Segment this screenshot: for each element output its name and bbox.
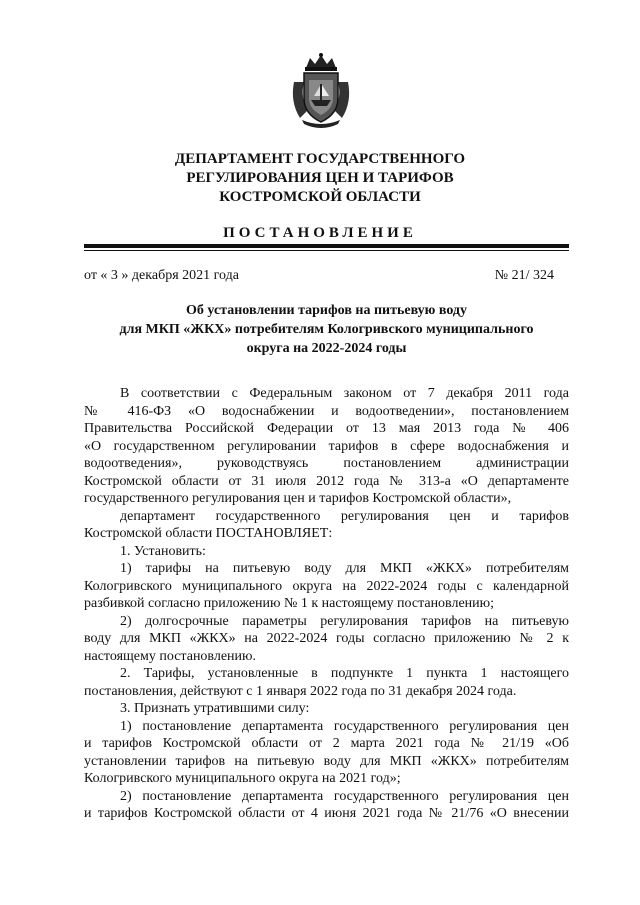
document-title xyxy=(84,301,569,358)
body-line: государственного регулирования цен и тарифов Костромской области», xyxy=(84,491,512,506)
body-line: Кологривского муниципального округа на 2021 год»; xyxy=(84,771,401,786)
body-line: 1. Установить: xyxy=(120,543,206,559)
body-line: 1) тарифы на питьевую воду для МКП «ЖКХ» потребителям xyxy=(120,561,569,576)
department-line: КОСТРОМСКОЙ ОБЛАСТИ xyxy=(219,189,421,205)
body-line: 2. Тарифы, установленные в подпункте 1 пункта 1 настоящего xyxy=(120,666,569,681)
title-line: Об установлении тарифов на питьевую воду xyxy=(186,303,467,318)
department-name xyxy=(100,150,540,207)
body-line: и тарифов Костромской области от 4 июня 2021 года № 21/76 «О внесении xyxy=(84,806,569,821)
body-line: Костромской области ПОСТАНОВЛЯЕТ: xyxy=(84,526,333,541)
body-line: 2) постановление департамента государственного регулирования цен xyxy=(120,788,569,804)
body-line: Правительства Российской Федерации от 13 мая 2013 года № 406 xyxy=(84,421,569,436)
body-line: водоотведения», руководствуясь постановлением администрации xyxy=(84,456,569,471)
body-line: 3. Признать утратившими силу: xyxy=(120,701,310,716)
body-line: Кологривского муниципального округа на 2022-2024 годы с календарной xyxy=(84,578,569,594)
coat-of-arms-icon xyxy=(288,52,354,128)
body-line: разбивкой согласно приложению № 1 к настоящему постановлению; xyxy=(84,596,495,611)
header-divider-thin xyxy=(84,250,569,251)
body-line: 1) постановление департамента государственного регулирования цен xyxy=(120,718,569,734)
body-line: Костромской области от 31 июля 2012 года № 313-а «О департаменте xyxy=(84,473,569,489)
body-line: и тарифов Костромской области от 2 марта 2021 года № 21/19 «Об xyxy=(84,736,569,751)
body-line: № 416-ФЗ «О водоснабжении и водоотведении», постановлением xyxy=(84,403,569,419)
document-date: от « 3 » декабря 2021 года xyxy=(84,268,239,283)
body-line: воду для МКП «ЖКХ» на 2022-2024 годы согласно приложению № 2 к xyxy=(84,631,569,646)
body-line: установлении тарифов на питьевую воду для МКП «ЖКХ» потребителям xyxy=(84,753,569,769)
title-line: округа на 2022-2024 годы xyxy=(246,341,407,356)
body-line: настоящему постановлению. xyxy=(84,648,256,664)
body-line: департамент государственного регулирования цен и тарифов xyxy=(120,508,569,524)
body-line: «О государственном регулировании тарифов в сфере водоснабжения и xyxy=(84,438,569,454)
document-kind: ПОСТАНОВЛЕНИЕ xyxy=(223,225,417,241)
document-number: № 21/ 324 xyxy=(494,268,554,283)
department-line: РЕГУЛИРОВАНИЯ ЦЕН И ТАРИФОВ xyxy=(186,170,454,186)
body-line: В соответствии с Федеральным законом от 7 декабря 2011 года xyxy=(120,386,569,401)
title-line: для МКП «ЖКХ» потребителям Кологривского муниципального xyxy=(119,322,534,337)
document-body xyxy=(84,385,569,823)
body-line: 2) долгосрочные параметры регулирования тарифов на питьевую xyxy=(120,613,569,629)
header-divider-thick xyxy=(84,244,569,248)
body-line: постановления, действуют с 1 января 2022 года по 31 декабря 2024 года. xyxy=(84,683,517,699)
department-line: ДЕПАРТАМЕНТ ГОСУДАРСТВЕННОГО xyxy=(174,151,466,167)
